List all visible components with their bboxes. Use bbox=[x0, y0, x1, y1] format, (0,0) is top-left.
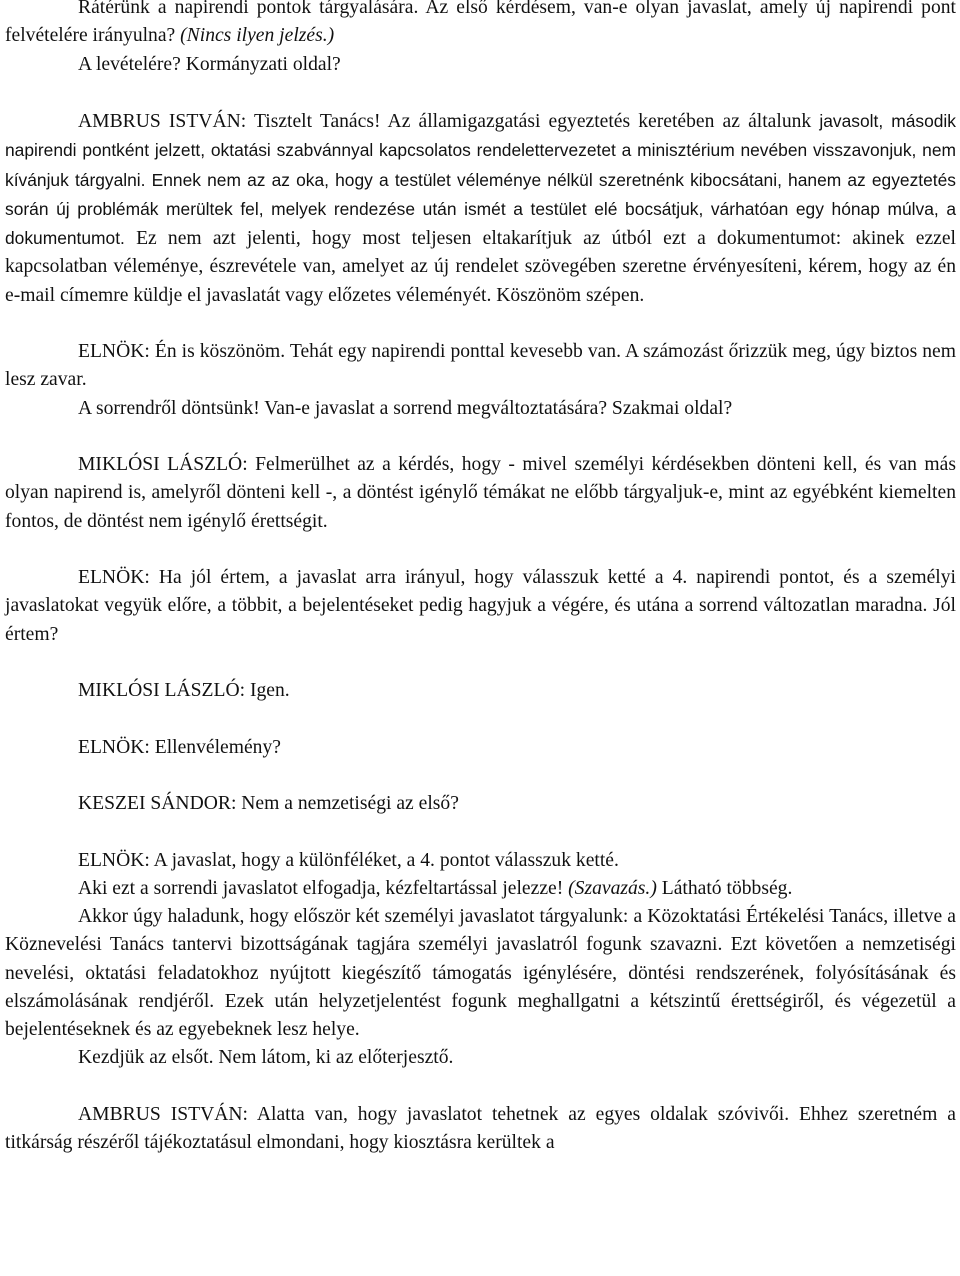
paragraph-text: Akkor úgy haladunk, hogy először két személyi javaslatot tárgyalunk: a Közoktatási Értékelési Tanács, illetve a Köznevelési Tanács tantervi bizottságának tagjára személyi javaslatról fogunk szavazni. Ezt követően a nemzetiségi nevelési, oktatási feladatokhoz nyújtott kiegészítő támogatás igénylésére, döntési rendszerének, folyósításának és elszámolásának rendjéről. Ezek után helyzetjelentést fogunk meghallgatni a kétszintű érettségiről, és végezetül a bejelentéseknek és az egyebeknek lesz helye. bbox=[5, 906, 956, 1040]
paragraph-text: MIKLÓSI LÁSZLÓ: Igen. bbox=[78, 680, 290, 701]
transcript-paragraph bbox=[5, 564, 956, 649]
transcript-paragraph bbox=[5, 903, 956, 1044]
paragraph-text: Aki ezt a sorrendi javaslatot elfogadja, kézfeltartással jelezze! bbox=[78, 877, 569, 899]
paragraph-text: Rátérünk a napirendi pontok tárgyalására. Az első kérdésem, van-e olyan javaslat, amely új napirendi pont felvételére irányulna? bbox=[5, 0, 956, 47]
paragraph-text: Kezdjük az elsőt. Nem látom, ki az előterjesztő. bbox=[78, 1047, 454, 1069]
stage-direction-text: (Nincs ilyen jelzés.) bbox=[180, 25, 335, 47]
paragraph-text: Ez nem azt jelenti, hogy most teljesen eltakarítjuk az útból ezt a dokumentumot: akinek ezzel kapcsolatban véleménye, észrevétele van, amelyet az új rendelet szövegében szeretne érvényesíteni, kérem, hogy az én e-mail címemre küldje el javaslatát vagy előzetes véleményét. Köszönöm szépen. bbox=[5, 228, 956, 306]
paragraph-text: ELNÖK: A javaslat, hogy a különféléket, a 4. pontot válasszuk ketté. bbox=[78, 849, 619, 871]
stage-direction-text: (Szavazás.) bbox=[568, 877, 657, 899]
transcript-paragraph bbox=[5, 51, 956, 79]
transcript-paragraph bbox=[5, 395, 956, 423]
transcript-paragraph bbox=[5, 1101, 956, 1158]
paragraph-text: Látható többség. bbox=[656, 877, 793, 899]
paragraph-text: ELNÖK: Ellenvélemény? bbox=[78, 736, 281, 758]
transcript-paragraph bbox=[5, 677, 956, 705]
document-body bbox=[5, 0, 956, 1157]
transcript-paragraph bbox=[5, 790, 956, 818]
paragraph-text: AMBRUS ISTVÁN: Tisztelt Tanács! Az államigazgatási egyeztetés keretében az általunk bbox=[78, 111, 820, 132]
transcript-paragraph bbox=[5, 451, 956, 536]
paragraph-text: ELNÖK: Ha jól értem, a javaslat arra irányul, hogy válasszuk ketté a 4. napirendi pontot, és a személyi javaslatokat vegyük előre, a többit, a bejelentéseket pedig hagyjuk a végére, és utána a sorrend változatlan maradna. Jól értem? bbox=[5, 567, 956, 645]
transcript-paragraph bbox=[5, 0, 956, 51]
paragraph-text: A levételére? Kormányzati oldal? bbox=[78, 53, 341, 75]
transcript-paragraph bbox=[5, 847, 956, 875]
transcript-paragraph bbox=[5, 875, 956, 903]
paragraph-text: javasolt, második napirendi pontként jelzett, oktatási szabvánnyal kapcsolatos rendelettervezetet a minisztérium nevében visszavonjuk, nem kívánjuk tárgyalni. bbox=[5, 111, 956, 190]
paragraph-text: AMBRUS ISTVÁN: Alatta van, hogy javaslatot tehetnek az egyes oldalak szóvivői. Ehhez szeretném a titkárság részéről tájékoztatásul elmondani, hogy kiosztásra kerültek a bbox=[5, 1103, 956, 1153]
transcript-paragraph bbox=[5, 1044, 956, 1072]
paragraph-text: Ennek nem az az oka, hogy a testület véleménye nélkül szeretnénk kibocsátani, hanem az egyeztetés során új problémák merültek fel, melyek rendezése után ismét a testület elé bocsátjuk, várhatóan egy hónap múlva, a dokumentumot. bbox=[5, 169, 956, 248]
paragraph-text: A sorrendről döntsünk! Van-e javaslat a sorrend megváltoztatására? Szakmai oldal? bbox=[78, 397, 733, 419]
paragraph-text: MIKLÓSI LÁSZLÓ: Felmerülhet az a kérdés, hogy - mivel személyi kérdésekben dönteni kell, és van más olyan napirend is, amelyről dönteni kell -, a döntést igénylő témákat ne előbb tárgyaljuk-e, mint az egyébként kiemelten fontos, de döntést nem igénylő érettségit. bbox=[5, 454, 956, 532]
transcript-paragraph bbox=[5, 734, 956, 762]
paragraph-text: KESZEI SÁNDOR: Nem a nemzetiségi az első? bbox=[78, 793, 459, 814]
transcript-paragraph bbox=[5, 338, 956, 395]
transcript-paragraph bbox=[5, 107, 956, 310]
paragraph-text: ELNÖK: Én is köszönöm. Tehát egy napirendi ponttal kevesebb van. A számozást őrizzük meg, úgy biztos nem lesz zavar. bbox=[5, 341, 956, 391]
